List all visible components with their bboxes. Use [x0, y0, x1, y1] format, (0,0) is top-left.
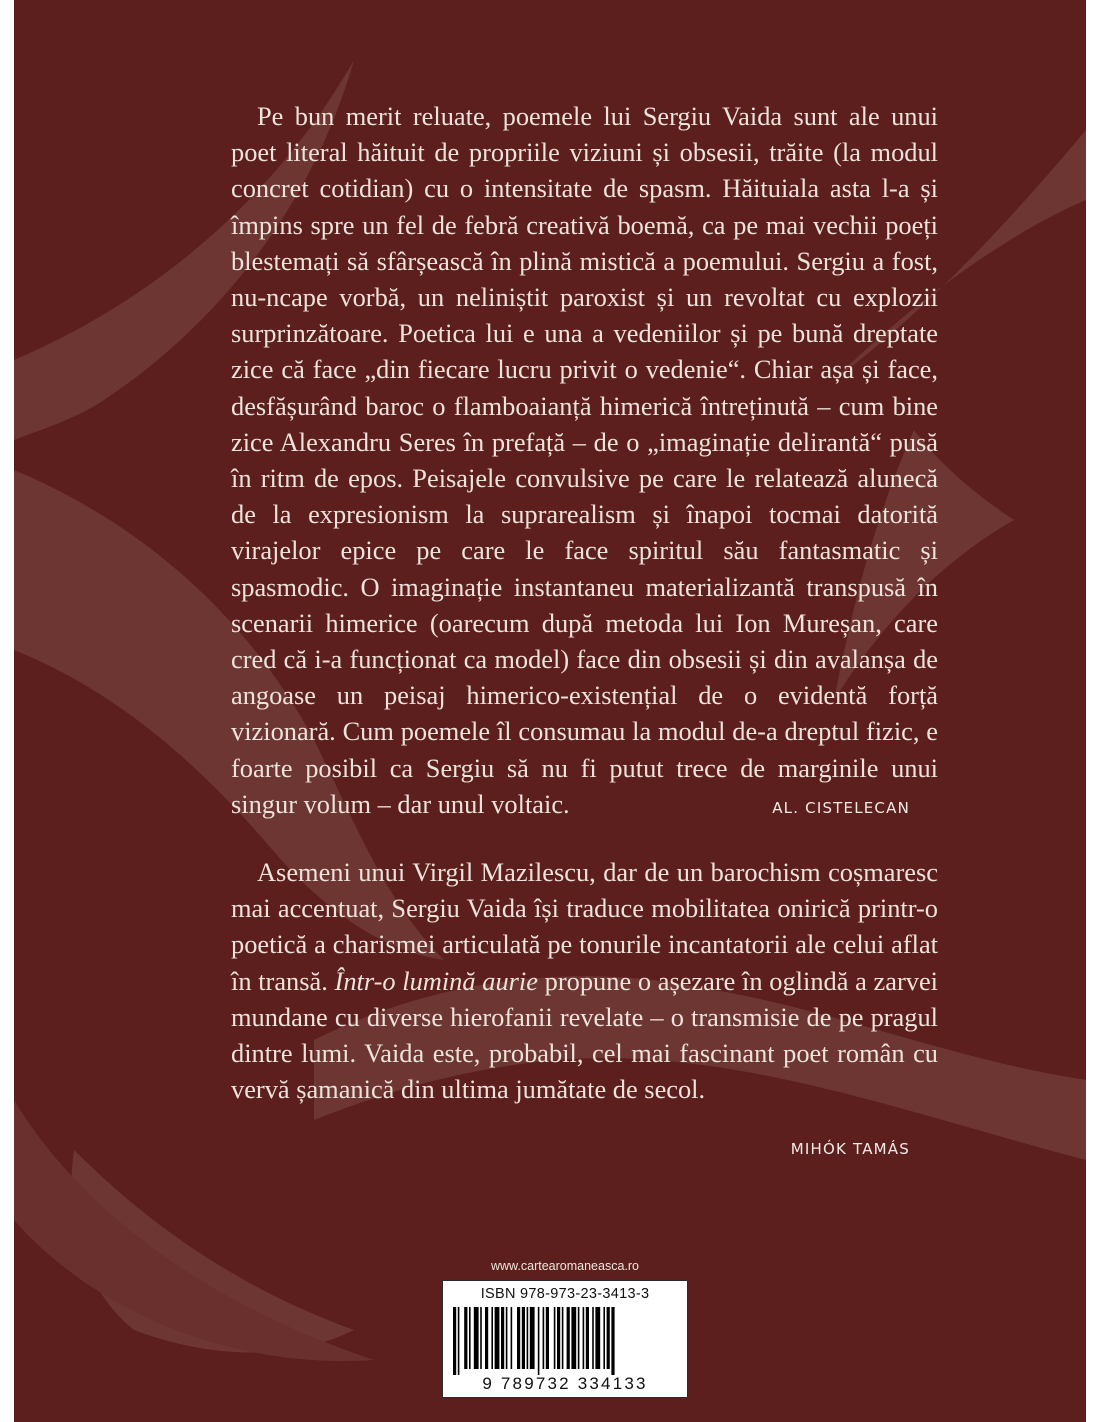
- barcode-bar: [607, 1307, 610, 1369]
- isbn-barcode-box: [442, 1280, 688, 1398]
- barcode-bar: [453, 1307, 456, 1375]
- barcode-bar: [458, 1307, 460, 1375]
- barcode-bar: [506, 1307, 508, 1369]
- review-mihok: [231, 854, 938, 1107]
- review-cistelecan-text: [231, 98, 938, 822]
- barcode-bar: [603, 1307, 605, 1369]
- barcode-bar: [546, 1307, 549, 1369]
- barcode-bar: [567, 1307, 570, 1369]
- barcode-bar: [611, 1307, 614, 1375]
- barcode-bar: [527, 1307, 529, 1369]
- barcode-bar: [595, 1307, 600, 1369]
- review-cistelecan: [231, 98, 938, 822]
- barcode-bar: [511, 1307, 513, 1369]
- barcode-bar: [480, 1307, 482, 1369]
- isbn-number: ISBN 978-973-23-3413-3: [480, 1286, 650, 1302]
- barcode-bar: [554, 1307, 556, 1369]
- barcode-bar: [583, 1307, 585, 1369]
- barcode-bar: [543, 1307, 545, 1369]
- author-credit-cistelecan: AL. CISTELECAN: [772, 799, 910, 817]
- barcode-bar: [592, 1307, 594, 1369]
- barcode-bar: [578, 1307, 580, 1369]
- author-credit-mihok: MIHÓK TAMÁS: [790, 1140, 910, 1158]
- barcode-bar: [474, 1307, 479, 1369]
- barcode-bar: [464, 1307, 467, 1369]
- barcode-bar: [485, 1307, 488, 1369]
- barcode-bar: [538, 1307, 540, 1375]
- back-cover: [14, 0, 1086, 1422]
- ean-digits: 9 789732 334133: [482, 1374, 648, 1393]
- barcode-bar: [562, 1307, 564, 1369]
- barcode-bars: [453, 1307, 615, 1375]
- barcode-bar: [491, 1307, 493, 1369]
- barcode-bar: [557, 1307, 560, 1369]
- barcode-bar: [530, 1307, 535, 1369]
- barcode-bar: [469, 1307, 471, 1369]
- book-title-italic: Într-o lumină aurie: [334, 965, 538, 996]
- barcode-bar: [517, 1307, 520, 1369]
- review-cistelecan-body: Pe bun merit reluate, poemele lui Sergiu Vaida sunt ale unui poet literal hăituit de propriile viziuni și obsesii, trăite (la modul concret cotidian) cu o intensitate de spasm. Hăituiala asta l-a și împins spre un fel de febră creativă boemă, ca pe mai vechii poeți blestemați să sfârșească în plină mistică a poemului. Sergiu a fost, nu-ncape vorbă, un neliniștit paroxist și un revoltat cu explozii surprinzătoare. Poetica lui e una a vedeniilor și pe bună dreptate zice că face „din fiecare lucru privit o vedenie“. Chiar așa și face, desfășurând baroc o flamboaianță himerică întreținută – cum bine zice Alexandru Seres în prefață – de o „imaginație delirantă“ pusă în ritm de epos. Peisajele convulsive pe care le relatează alunecă de la expresionism la suprarealism și înapoi tocmai datorită virajelor epice pe care le face spiritul său fantasmatic și spasmodic. O imaginație instantaneu materializantă transpusă în scenarii himerice (oarecum după metoda lui Ion Mureșan, care cred că i-a funcționat ca model) face din obsesii și din avalanșa de angoase un peisaj himerico-existențial de o evidentă forță vizionară. Cum poemele îl consumau la modul de-a dreptul fizic, e foarte posibil ca Sergiu să nu fi putut trece de marginile unui singur volum – dar unul voltaic.: [231, 101, 938, 819]
- barcode-bar: [495, 1307, 500, 1369]
- review-mihok-body-start: Asemeni unui Virgil Mazilescu, dar de un barochism coșmaresc mai accentuat, Sergiu Vaida își traduce mobilitatea onirică printr-o poetică a charismei articulată pe tonurile incantatorii ale celui aflat în transă.: [231, 857, 938, 996]
- barcode-bar: [522, 1307, 525, 1369]
- review-mihok-text: [231, 854, 938, 1107]
- publisher-url: www.cartearomaneasca.ro: [491, 1259, 639, 1273]
- barcode-bar: [586, 1307, 589, 1369]
- review-mihok-body-end: propune o așezare în oglindă a zarvei mundane cu diverse hierofanii revelate – o transmisie de pe pragul dintre lumi. Vaida este, probabil, cel mai fascinant poet român cu vervă șamanică din ultima jumătate de secol.: [231, 965, 938, 1105]
- barcode-bar: [571, 1307, 576, 1369]
- barcode-icon: [451, 1307, 679, 1375]
- barcode-bar: [501, 1307, 504, 1369]
